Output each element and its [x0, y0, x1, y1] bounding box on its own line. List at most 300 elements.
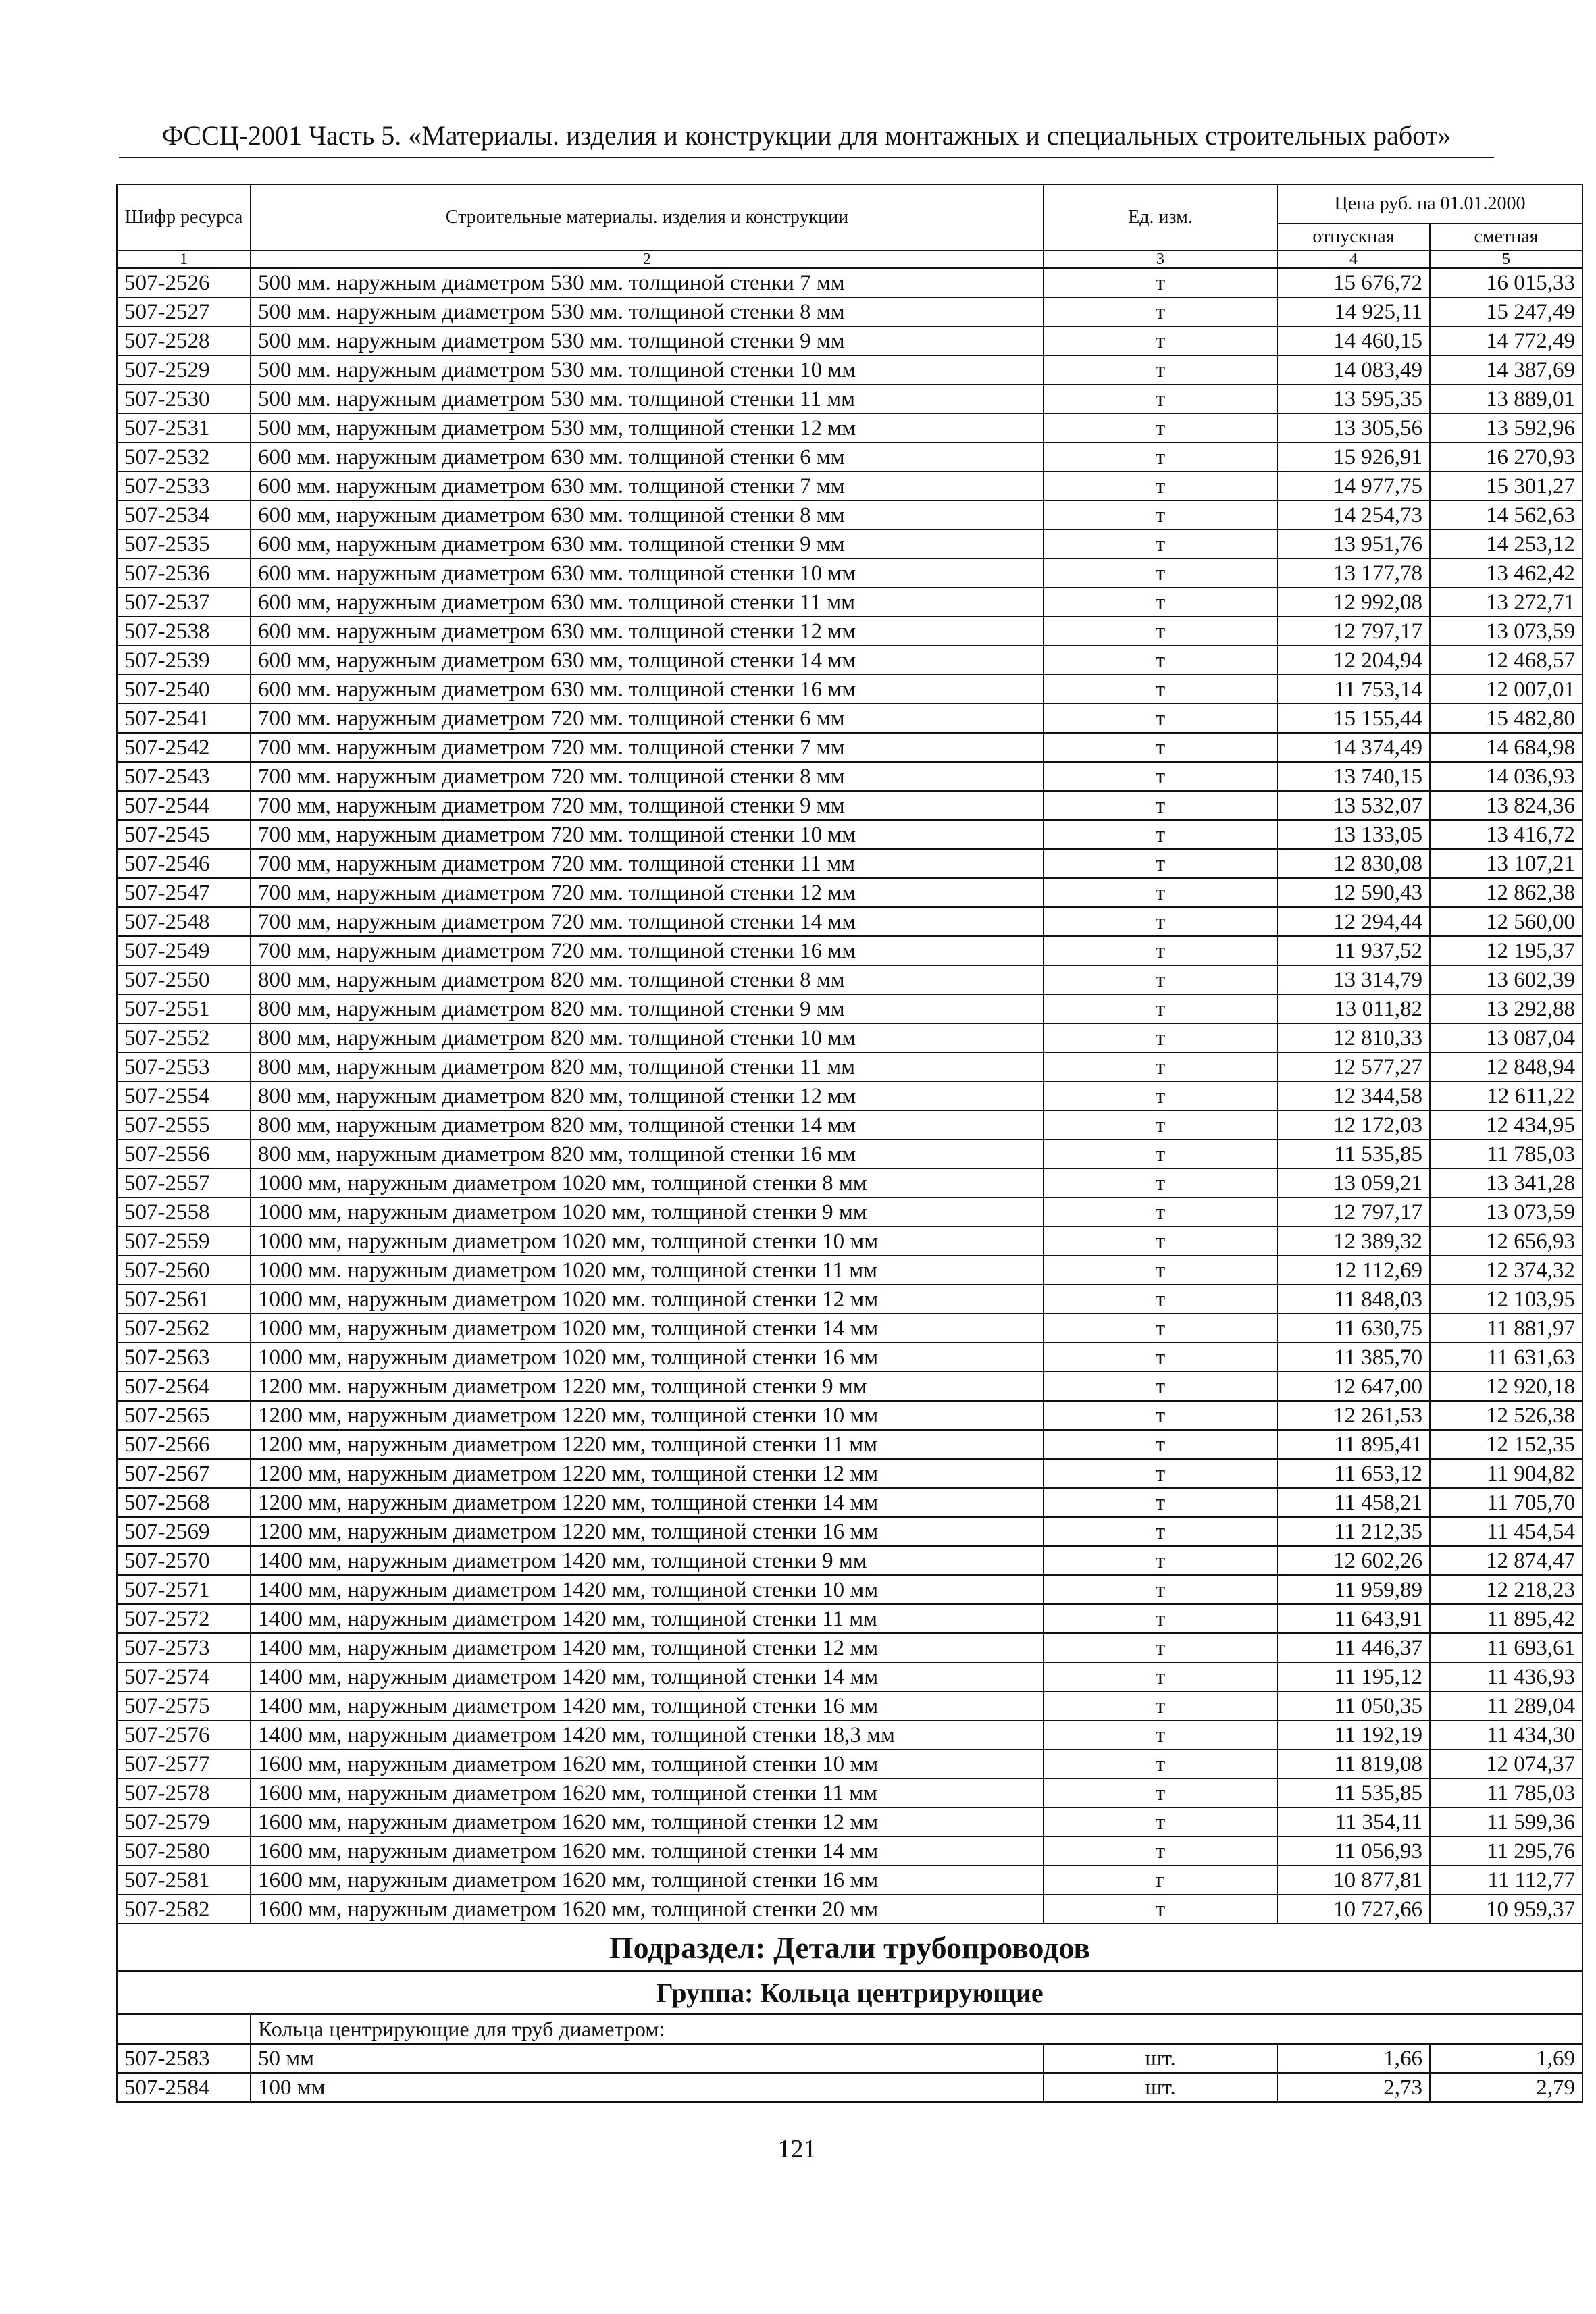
group-title: Группа: Кольца центрирующие	[117, 1971, 1582, 2014]
unit-of-measure: т	[1044, 1198, 1277, 1227]
unit-of-measure: т	[1044, 1749, 1277, 1778]
material-description: 1000 мм, наружным диаметром 1020 мм. толщиной стенки 12 мм	[251, 1285, 1044, 1314]
estimate-price: 11 895,42	[1430, 1604, 1582, 1633]
unit-of-measure: т	[1044, 442, 1277, 471]
release-price: 11 653,12	[1277, 1459, 1430, 1488]
resource-code: 507-2557	[117, 1168, 251, 1198]
release-price: 12 577,27	[1277, 1052, 1430, 1081]
table-row	[117, 1256, 1582, 1285]
release-price: 11 630,75	[1277, 1314, 1430, 1343]
resource-code: 507-2578	[117, 1778, 251, 1807]
estimate-price: 12 218,23	[1430, 1575, 1582, 1604]
resource-code: 507-2575	[117, 1691, 251, 1720]
resource-code: 507-2539	[117, 646, 251, 675]
unit-of-measure: т	[1044, 413, 1277, 442]
resource-code: 507-2542	[117, 733, 251, 762]
table-row	[117, 1372, 1582, 1401]
unit-of-measure: т	[1044, 1052, 1277, 1081]
release-price: 12 590,43	[1277, 878, 1430, 907]
estimate-price: 13 824,36	[1430, 791, 1582, 820]
release-price: 12 647,00	[1277, 1372, 1430, 1401]
column-header-code: Шифр ресурса	[117, 184, 251, 251]
material-description: 1000 мм, наружным диаметром 1020 мм, толщиной стенки 16 мм	[251, 1343, 1044, 1372]
column-header-estimate: сметная	[1430, 224, 1582, 251]
unit-of-measure: т	[1044, 1285, 1277, 1314]
material-description: 1600 мм, наружным диаметром 1620 мм, толщиной стенки 16 мм	[251, 1866, 1044, 1895]
table-row	[117, 1459, 1582, 1488]
release-price: 12 602,26	[1277, 1546, 1430, 1575]
unit-of-measure: т	[1044, 588, 1277, 617]
resource-code: 507-2573	[117, 1633, 251, 1662]
estimate-price: 13 272,71	[1430, 588, 1582, 617]
table-row	[117, 1488, 1582, 1517]
estimate-price: 15 247,49	[1430, 297, 1582, 326]
table-row	[117, 268, 1582, 297]
unit-of-measure: т	[1044, 994, 1277, 1023]
estimate-price: 13 073,59	[1430, 1198, 1582, 1227]
unit-of-measure: т	[1044, 1430, 1277, 1459]
estimate-price: 12 195,37	[1430, 936, 1582, 965]
release-price: 12 797,17	[1277, 1198, 1430, 1227]
material-description: 100 мм	[251, 2073, 1044, 2102]
estimate-price: 14 253,12	[1430, 530, 1582, 559]
material-description: 1200 мм, наружным диаметром 1220 мм, толщиной стенки 12 мм	[251, 1459, 1044, 1488]
estimate-price: 11 631,63	[1430, 1343, 1582, 1372]
resource-code: 507-2552	[117, 1023, 251, 1052]
unit-of-measure: т	[1044, 1517, 1277, 1546]
unit-of-measure: т	[1044, 1807, 1277, 1836]
material-description: 600 мм. наружным диаметром 630 мм. толщиной стенки 7 мм	[251, 471, 1044, 500]
release-price: 12 204,94	[1277, 646, 1430, 675]
material-description: 700 мм, наружным диаметром 720 мм. толщиной стенки 16 мм	[251, 936, 1044, 965]
resource-code: 507-2536	[117, 559, 251, 588]
unit-of-measure: т	[1044, 704, 1277, 733]
unit-of-measure: т	[1044, 1314, 1277, 1343]
estimate-price: 11 785,03	[1430, 1778, 1582, 1807]
release-price: 12 810,33	[1277, 1023, 1430, 1052]
estimate-price: 16 270,93	[1430, 442, 1582, 471]
release-price: 12 797,17	[1277, 617, 1430, 646]
release-price: 12 389,32	[1277, 1227, 1430, 1256]
resource-code: 507-2556	[117, 1139, 251, 1168]
unit-of-measure: т	[1044, 1227, 1277, 1256]
release-price: 2,73	[1277, 2073, 1430, 2102]
release-price: 11 354,11	[1277, 1807, 1430, 1836]
resource-code: 507-2551	[117, 994, 251, 1023]
release-price: 11 753,14	[1277, 675, 1430, 704]
column-number: 2	[251, 251, 1044, 268]
estimate-price: 10 959,37	[1430, 1895, 1582, 1924]
unit-of-measure: т	[1044, 500, 1277, 530]
release-price: 13 532,07	[1277, 791, 1430, 820]
material-description: 1000 мм, наружным диаметром 1020 мм, толщиной стенки 9 мм	[251, 1198, 1044, 1227]
material-description: 800 мм, наружным диаметром 820 мм, толщиной стенки 11 мм	[251, 1052, 1044, 1081]
release-price: 12 830,08	[1277, 849, 1430, 878]
unit-of-measure: т	[1044, 1343, 1277, 1372]
unit-of-measure: т	[1044, 1895, 1277, 1924]
material-description: 800 мм, наружным диаметром 820 мм. толщиной стенки 10 мм	[251, 1023, 1044, 1052]
table-row	[117, 1401, 1582, 1430]
material-description: 700 мм, наружным диаметром 720 мм. толщиной стенки 10 мм	[251, 820, 1044, 849]
material-description: 800 мм, наружным диаметром 820 мм, толщиной стенки 16 мм	[251, 1139, 1044, 1168]
header-rule	[119, 157, 1494, 158]
resource-code: 507-2558	[117, 1198, 251, 1227]
resource-code: 507-2570	[117, 1546, 251, 1575]
material-description: 1600 мм, наружным диаметром 1620 мм, толщиной стенки 20 мм	[251, 1895, 1044, 1924]
material-description: 600 мм, наружным диаметром 630 мм, толщиной стенки 14 мм	[251, 646, 1044, 675]
material-description: 800 мм, наружным диаметром 820 мм, толщиной стенки 14 мм	[251, 1110, 1044, 1139]
table-row	[117, 1430, 1582, 1459]
estimate-price: 13 416,72	[1430, 820, 1582, 849]
resource-code: 507-2555	[117, 1110, 251, 1139]
unit-of-measure: т	[1044, 762, 1277, 791]
release-price: 14 977,75	[1277, 471, 1430, 500]
table-row	[117, 936, 1582, 965]
table-row	[117, 1575, 1582, 1604]
resource-code: 507-2540	[117, 675, 251, 704]
material-description: 1600 мм, наружным диаметром 1620 мм, толщиной стенки 12 мм	[251, 1807, 1044, 1836]
table-row	[117, 646, 1582, 675]
estimate-price: 11 112,77	[1430, 1866, 1582, 1895]
resource-code: 507-2527	[117, 297, 251, 326]
table-body	[117, 184, 1582, 2102]
table-row	[117, 1314, 1582, 1343]
table-row	[117, 1720, 1582, 1749]
resource-code: 507-2553	[117, 1052, 251, 1081]
unit-of-measure: т	[1044, 1488, 1277, 1517]
resource-code: 507-2567	[117, 1459, 251, 1488]
release-price: 14 925,11	[1277, 297, 1430, 326]
resource-code: 507-2580	[117, 1836, 251, 1866]
release-price: 11 212,35	[1277, 1517, 1430, 1546]
column-header-unit: Ед. изм.	[1044, 184, 1277, 251]
release-price: 11 895,41	[1277, 1430, 1430, 1459]
unit-of-measure: т	[1044, 820, 1277, 849]
group-note-row	[117, 2014, 1582, 2044]
unit-of-measure: т	[1044, 559, 1277, 588]
table-row	[117, 1343, 1582, 1372]
material-description: 600 мм. наружным диаметром 630 мм. толщиной стенки 10 мм	[251, 559, 1044, 588]
material-description: 700 мм, наружным диаметром 720 мм. толщиной стенки 11 мм	[251, 849, 1044, 878]
estimate-price: 12 862,38	[1430, 878, 1582, 907]
unit-of-measure: т	[1044, 1372, 1277, 1401]
estimate-price: 11 785,03	[1430, 1139, 1582, 1168]
table-row	[117, 1052, 1582, 1081]
unit-of-measure: г	[1044, 1866, 1277, 1895]
material-description: 1400 мм, наружным диаметром 1420 мм, толщиной стенки 9 мм	[251, 1546, 1044, 1575]
table-row	[117, 1110, 1582, 1139]
release-price: 13 133,05	[1277, 820, 1430, 849]
estimate-price: 13 073,59	[1430, 617, 1582, 646]
resource-code: 507-2547	[117, 878, 251, 907]
group-row	[117, 1971, 1582, 2014]
material-description: 700 мм. наружным диаметром 720 мм. толщиной стенки 7 мм	[251, 733, 1044, 762]
unit-of-measure: т	[1044, 530, 1277, 559]
release-price: 14 374,49	[1277, 733, 1430, 762]
estimate-price: 13 462,42	[1430, 559, 1582, 588]
resource-code: 507-2583	[117, 2044, 251, 2073]
resource-code: 507-2581	[117, 1866, 251, 1895]
estimate-price: 13 592,96	[1430, 413, 1582, 442]
release-price: 12 344,58	[1277, 1081, 1430, 1110]
unit-of-measure: т	[1044, 675, 1277, 704]
material-description: 500 мм. наружным диаметром 530 мм. толщиной стенки 7 мм	[251, 268, 1044, 297]
unit-of-measure: т	[1044, 965, 1277, 994]
estimate-price: 12 007,01	[1430, 675, 1582, 704]
material-description: 1400 мм, наружным диаметром 1420 мм, толщиной стенки 12 мм	[251, 1633, 1044, 1662]
unit-of-measure: т	[1044, 878, 1277, 907]
table-row	[117, 1198, 1582, 1227]
release-price: 11 819,08	[1277, 1749, 1430, 1778]
resource-code: 507-2584	[117, 2073, 251, 2102]
release-price: 11 643,91	[1277, 1604, 1430, 1633]
material-description: 600 мм. наружным диаметром 630 мм. толщиной стенки 12 мм	[251, 617, 1044, 646]
resource-code: 507-2549	[117, 936, 251, 965]
table-row	[117, 1633, 1582, 1662]
material-description: 500 мм. наружным диаметром 530 мм. толщиной стенки 10 мм	[251, 355, 1044, 384]
column-header-release: отпускная	[1277, 224, 1430, 251]
release-price: 11 195,12	[1277, 1662, 1430, 1691]
release-price: 14 083,49	[1277, 355, 1430, 384]
estimate-price: 15 301,27	[1430, 471, 1582, 500]
estimate-price: 12 874,47	[1430, 1546, 1582, 1575]
resource-code: 507-2564	[117, 1372, 251, 1401]
material-description: 600 мм, наружным диаметром 630 мм. толщиной стенки 9 мм	[251, 530, 1044, 559]
unit-of-measure: т	[1044, 646, 1277, 675]
table-row	[117, 878, 1582, 907]
unit-of-measure: т	[1044, 1546, 1277, 1575]
estimate-price: 14 387,69	[1430, 355, 1582, 384]
resource-code: 507-2559	[117, 1227, 251, 1256]
unit-of-measure: т	[1044, 1662, 1277, 1691]
material-description: 500 мм. наружным диаметром 530 мм. толщиной стенки 8 мм	[251, 297, 1044, 326]
table-row	[117, 994, 1582, 1023]
estimate-price: 13 341,28	[1430, 1168, 1582, 1198]
release-price: 10 877,81	[1277, 1866, 1430, 1895]
release-price: 13 177,78	[1277, 559, 1430, 588]
subsection-row	[117, 1924, 1582, 1971]
material-description: 1400 мм, наружным диаметром 1420 мм, толщиной стенки 10 мм	[251, 1575, 1044, 1604]
column-number: 3	[1044, 251, 1277, 268]
resource-code: 507-2546	[117, 849, 251, 878]
table-row	[117, 413, 1582, 442]
table-row	[117, 1749, 1582, 1778]
table-row	[117, 965, 1582, 994]
material-description: 1000 мм, наружным диаметром 1020 мм, толщиной стенки 8 мм	[251, 1168, 1044, 1198]
material-description: 1200 мм, наружным диаметром 1220 мм, толщиной стенки 16 мм	[251, 1517, 1044, 1546]
header-row-top	[117, 184, 1582, 224]
material-description: 1400 мм, наружным диаметром 1420 мм, толщиной стенки 16 мм	[251, 1691, 1044, 1720]
estimate-price: 12 848,94	[1430, 1052, 1582, 1081]
estimate-price: 16 015,33	[1430, 268, 1582, 297]
resource-code: 507-2543	[117, 762, 251, 791]
table-row	[117, 1604, 1582, 1633]
estimate-price: 11 904,82	[1430, 1459, 1582, 1488]
table-row	[117, 471, 1582, 500]
release-price: 15 155,44	[1277, 704, 1430, 733]
release-price: 11 458,21	[1277, 1488, 1430, 1517]
table-row	[117, 1081, 1582, 1110]
unit-of-measure: т	[1044, 384, 1277, 413]
material-description: 700 мм, наружным диаметром 720 мм. толщиной стенки 14 мм	[251, 907, 1044, 936]
resource-code: 507-2538	[117, 617, 251, 646]
resource-code: 507-2541	[117, 704, 251, 733]
table-row	[117, 1285, 1582, 1314]
estimate-price: 13 087,04	[1430, 1023, 1582, 1052]
unit-of-measure: т	[1044, 617, 1277, 646]
estimate-price: 13 602,39	[1430, 965, 1582, 994]
estimate-price: 12 526,38	[1430, 1401, 1582, 1430]
table-row	[117, 1807, 1582, 1836]
estimate-price: 11 436,93	[1430, 1662, 1582, 1691]
table-row	[117, 1778, 1582, 1807]
table-row	[117, 1139, 1582, 1168]
resource-code: 507-2563	[117, 1343, 251, 1372]
unit-of-measure: т	[1044, 1139, 1277, 1168]
estimate-price: 13 889,01	[1430, 384, 1582, 413]
material-description: 1200 мм, наружным диаметром 1220 мм, толщиной стенки 14 мм	[251, 1488, 1044, 1517]
table-row	[117, 355, 1582, 384]
unit-of-measure: т	[1044, 268, 1277, 297]
estimate-price: 14 036,93	[1430, 762, 1582, 791]
release-price: 11 535,85	[1277, 1778, 1430, 1807]
unit-of-measure: т	[1044, 1168, 1277, 1198]
resource-code: 507-2532	[117, 442, 251, 471]
release-price: 12 294,44	[1277, 907, 1430, 936]
release-price: 13 059,21	[1277, 1168, 1430, 1198]
resource-code: 507-2533	[117, 471, 251, 500]
estimate-price: 11 705,70	[1430, 1488, 1582, 1517]
table-row	[117, 2044, 1582, 2073]
material-description: 1200 мм. наружным диаметром 1220 мм, толщиной стенки 9 мм	[251, 1372, 1044, 1401]
material-description: 700 мм, наружным диаметром 720 мм, толщиной стенки 9 мм	[251, 791, 1044, 820]
page-number: 121	[777, 2135, 817, 2163]
table-row	[117, 617, 1582, 646]
estimate-price: 11 454,54	[1430, 1517, 1582, 1546]
table-row	[117, 1227, 1582, 1256]
resource-code: 507-2537	[117, 588, 251, 617]
release-price: 11 385,70	[1277, 1343, 1430, 1372]
table-row	[117, 762, 1582, 791]
table-row	[117, 1691, 1582, 1720]
material-description: 1200 мм, наружным диаметром 1220 мм, толщиной стенки 11 мм	[251, 1430, 1044, 1459]
release-price: 11 959,89	[1277, 1575, 1430, 1604]
estimate-price: 14 562,63	[1430, 500, 1582, 530]
release-price: 11 848,03	[1277, 1285, 1430, 1314]
release-price: 11 535,85	[1277, 1139, 1430, 1168]
table-row	[117, 1168, 1582, 1198]
subsection-title: Подраздел: Детали трубопроводов	[117, 1924, 1582, 1971]
resource-code: 507-2574	[117, 1662, 251, 1691]
unit-of-measure: т	[1044, 1256, 1277, 1285]
resource-code: 507-2560	[117, 1256, 251, 1285]
release-price: 12 112,69	[1277, 1256, 1430, 1285]
resource-code: 507-2530	[117, 384, 251, 413]
table-row	[117, 791, 1582, 820]
estimate-price: 1,69	[1430, 2044, 1582, 2073]
table-row	[117, 1023, 1582, 1052]
unit-of-measure: т	[1044, 326, 1277, 355]
estimate-price: 12 920,18	[1430, 1372, 1582, 1401]
release-price: 11 937,52	[1277, 936, 1430, 965]
unit-of-measure: т	[1044, 1575, 1277, 1604]
estimate-price: 11 599,36	[1430, 1807, 1582, 1836]
resource-code: 507-2569	[117, 1517, 251, 1546]
estimate-price: 12 103,95	[1430, 1285, 1582, 1314]
material-description: 700 мм, наружным диаметром 720 мм. толщиной стенки 12 мм	[251, 878, 1044, 907]
table-row	[117, 326, 1582, 355]
table-row	[117, 384, 1582, 413]
table-row	[117, 849, 1582, 878]
unit-of-measure: т	[1044, 1720, 1277, 1749]
estimate-price: 11 295,76	[1430, 1836, 1582, 1866]
resource-code: 507-2572	[117, 1604, 251, 1633]
table-row	[117, 442, 1582, 471]
release-price: 14 460,15	[1277, 326, 1430, 355]
release-price: 11 192,19	[1277, 1720, 1430, 1749]
unit-of-measure: т	[1044, 1401, 1277, 1430]
table-row	[117, 675, 1582, 704]
resource-code: 507-2526	[117, 268, 251, 297]
material-description: 1000 мм. наружным диаметром 1020 мм, толщиной стенки 11 мм	[251, 1256, 1044, 1285]
release-price: 13 740,15	[1277, 762, 1430, 791]
material-description: 800 мм, наружным диаметром 820 мм. толщиной стенки 9 мм	[251, 994, 1044, 1023]
unit-of-measure: т	[1044, 936, 1277, 965]
estimate-price: 11 693,61	[1430, 1633, 1582, 1662]
unit-of-measure: т	[1044, 849, 1277, 878]
resource-code: 507-2550	[117, 965, 251, 994]
release-price: 13 595,35	[1277, 384, 1430, 413]
resource-code: 507-2531	[117, 413, 251, 442]
column-header-description: Строительные материалы. изделия и конструкции	[251, 184, 1044, 251]
release-price: 15 926,91	[1277, 442, 1430, 471]
resource-code: 507-2566	[117, 1430, 251, 1459]
resource-code: 507-2528	[117, 326, 251, 355]
material-description: 600 мм. наружным диаметром 630 мм. толщиной стенки 6 мм	[251, 442, 1044, 471]
column-number: 5	[1430, 251, 1582, 268]
material-description: 1600 мм, наружным диаметром 1620 мм, толщиной стенки 11 мм	[251, 1778, 1044, 1807]
material-description: 600 мм, наружным диаметром 630 мм. толщиной стенки 8 мм	[251, 500, 1044, 530]
unit-of-measure: т	[1044, 733, 1277, 762]
column-header-price: Цена руб. на 01.01.2000	[1277, 184, 1582, 224]
resource-code: 507-2535	[117, 530, 251, 559]
resource-code: 507-2561	[117, 1285, 251, 1314]
release-price: 1,66	[1277, 2044, 1430, 2073]
column-number: 4	[1277, 251, 1430, 268]
release-price: 11 056,93	[1277, 1836, 1430, 1866]
release-price: 12 172,03	[1277, 1110, 1430, 1139]
column-number: 1	[117, 251, 251, 268]
material-description: 1400 мм, наружным диаметром 1420 мм, толщиной стенки 11 мм	[251, 1604, 1044, 1633]
table-row	[117, 1546, 1582, 1575]
material-description: 1600 мм, наружным диаметром 1620 мм, толщиной стенки 10 мм	[251, 1749, 1044, 1778]
table-row	[117, 559, 1582, 588]
release-price: 12 261,53	[1277, 1401, 1430, 1430]
unit-of-measure: т	[1044, 1836, 1277, 1866]
release-price: 11 050,35	[1277, 1691, 1430, 1720]
unit-of-measure: т	[1044, 355, 1277, 384]
material-description: 800 мм, наружным диаметром 820 мм, толщиной стенки 12 мм	[251, 1081, 1044, 1110]
table-row	[117, 2073, 1582, 2102]
unit-of-measure: т	[1044, 1691, 1277, 1720]
material-description: 700 мм. наружным диаметром 720 мм. толщиной стенки 8 мм	[251, 762, 1044, 791]
estimate-price: 12 374,32	[1430, 1256, 1582, 1285]
estimate-price: 11 434,30	[1430, 1720, 1582, 1749]
resource-code: 507-2545	[117, 820, 251, 849]
material-description: 1600 мм, наружным диаметром 1620 мм. толщиной стенки 14 мм	[251, 1836, 1044, 1866]
table-row	[117, 500, 1582, 530]
resource-code: 507-2554	[117, 1081, 251, 1110]
